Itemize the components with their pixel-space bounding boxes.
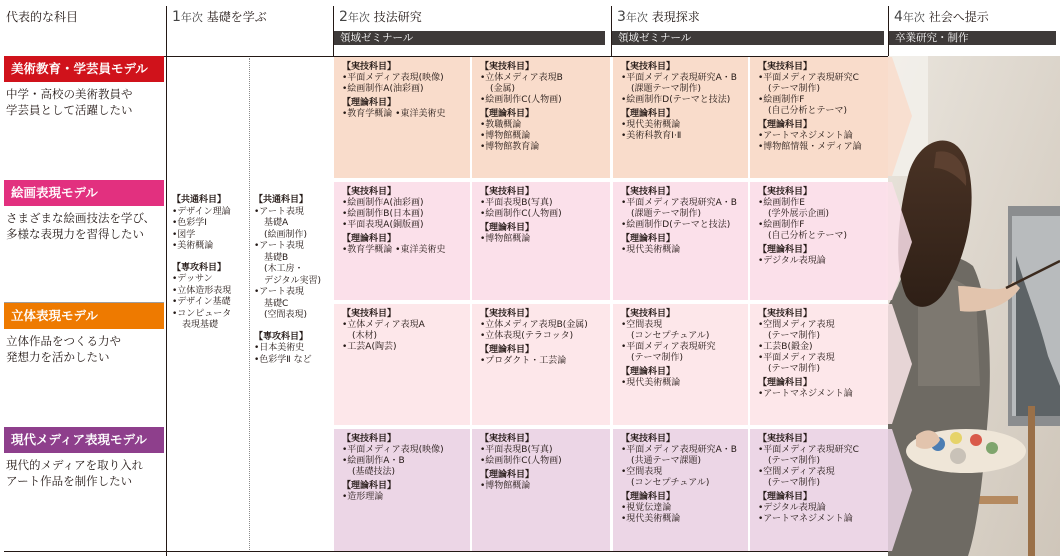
course-item: •プロダクト・工芸論	[480, 356, 567, 366]
course-item: •絵画制作A・B	[342, 456, 405, 466]
year4-heading: 4年次 社会へ提示	[894, 9, 989, 25]
course-item: •絵画制作C(人物画)	[480, 95, 562, 105]
course-item: •絵画制作C(人物画)	[480, 456, 562, 466]
course-item: •立体メディア表現B	[480, 73, 563, 83]
subject-cell-y3b-row0	[750, 57, 888, 177]
course-item: •現代美術概論	[621, 378, 681, 388]
year1-dotted-divider	[249, 58, 250, 550]
course-item: •空間表現	[621, 320, 663, 330]
course-category-heading: 【理論科目】	[758, 492, 813, 502]
course-item: •博物館概論	[480, 131, 531, 141]
course-item: •アートマネジメント論	[758, 131, 853, 141]
spacer	[172, 253, 248, 263]
course-category-heading: 【実技科目】	[621, 309, 676, 319]
course-item: •空間メディア表現	[758, 467, 835, 477]
course-item: •アート表現	[254, 206, 305, 217]
course-item: •美術科教育Ⅰ·Ⅱ	[621, 131, 682, 141]
course-item: (コンセプチュアル)	[631, 331, 710, 341]
course-item: (テーマ制作)	[768, 331, 821, 341]
course-item: •博物館概論	[480, 234, 531, 244]
course-item: (課題テーマ制作)	[631, 209, 702, 219]
course-category-heading: 【理論科目】	[480, 345, 535, 355]
subject-cell-y3a-row3	[613, 429, 748, 549]
course-item: 基礎C	[264, 298, 289, 309]
subject-cell-y3b-row1	[750, 182, 888, 302]
course-item: (木材)	[352, 331, 378, 341]
course-item: (テーマ制作)	[768, 456, 821, 466]
subject-cell-y2b-row0	[472, 57, 610, 177]
course-item: •平面表現B(写真)	[480, 445, 553, 455]
course-category-heading: 【理論科目】	[342, 481, 397, 491]
course-item: (自己分析とテーマ)	[768, 106, 848, 116]
course-category-heading: 【実技科目】	[342, 434, 397, 444]
course-category-heading: 【理論科目】	[621, 234, 676, 244]
course-item: •教育学概論 •東洋美術史	[342, 109, 446, 119]
course-category-heading: 【実技科目】	[758, 309, 813, 319]
course-category-heading: 【実技科目】	[621, 434, 676, 444]
course-item: •立体造形表現	[172, 285, 232, 296]
year4-graduation-bar: 卒業研究・制作	[889, 31, 1056, 45]
course-item: •平面表現B(写真)	[480, 198, 553, 208]
course-item: •平面メディア表現(映像)	[342, 73, 444, 83]
course-category-heading: 【専攻科目】	[172, 262, 227, 273]
course-item: •平面メディア表現研究	[621, 342, 716, 352]
course-item: •平面メディア表現(映像)	[342, 445, 444, 455]
course-item: (テーマ制作)	[768, 364, 821, 374]
course-item: •平面メディア表現研究C	[758, 73, 859, 83]
course-item: (コンセプチュアル)	[631, 478, 710, 488]
course-item: •絵画制作D(テーマと技法)	[621, 95, 731, 105]
course-item: •平面表現A(銅版画)	[342, 220, 424, 230]
course-item: •視覚伝達論	[621, 503, 672, 513]
course-item: •現代美術概論	[621, 514, 681, 524]
course-item: •図学	[172, 229, 196, 240]
model-tag-painting: 絵画表現モデル	[4, 180, 164, 206]
course-category-heading: 【共通科目】	[254, 195, 309, 205]
course-item: (テーマ制作)	[768, 84, 821, 94]
course-item: •絵画制作C(人物画)	[480, 209, 562, 219]
course-item: •立体メディア表現A	[342, 320, 425, 330]
course-item: •絵画制作D(テーマと技法)	[621, 220, 731, 230]
course-category-heading: 【理論科目】	[621, 492, 676, 502]
year3-heading: 3年次 表現探求	[617, 9, 700, 25]
course-item: •アート表現	[254, 241, 305, 251]
course-item: (空間表現)	[264, 310, 308, 320]
course-category-heading: 【実技科目】	[621, 187, 676, 197]
course-item: •平面メディア表現研究C	[758, 445, 859, 455]
model-tag-media: 現代メディア表現モデル	[4, 427, 164, 453]
row-bottom-rule	[4, 551, 888, 552]
course-category-heading: 【理論科目】	[621, 367, 676, 377]
subject-cell-y2a-row2	[334, 304, 470, 424]
course-item: •工芸B(鍛金)	[758, 342, 813, 352]
subject-cell-y2a-row0	[334, 57, 470, 177]
course-item: (木工房・	[264, 264, 304, 274]
course-category-heading: 【実技科目】	[758, 187, 813, 197]
subject-cell-y3a-row2	[613, 304, 748, 424]
course-item: •教職概論	[480, 120, 522, 130]
course-category-heading: 【実技科目】	[342, 187, 397, 197]
course-category-heading: 【理論科目】	[758, 245, 813, 255]
course-category-heading: 【理論科目】	[342, 98, 397, 108]
course-item: •平面メディア表現研究A・B	[621, 198, 737, 208]
course-item: •現代美術概論	[621, 120, 681, 130]
model-desc-media: 現代的メディアを取り入れ アート作品を制作したい	[6, 458, 144, 488]
course-category-heading: 【実技科目】	[621, 62, 676, 72]
subject-cell-y2a-row3	[334, 429, 470, 549]
course-item: •デッサン	[172, 274, 213, 284]
year1-title: 基礎を学ぶ	[206, 10, 267, 24]
subject-cell-y2a-row1	[334, 182, 470, 302]
course-item: •立体メディア表現B(金属)	[480, 320, 588, 330]
model-tag-sculpture: 立体表現モデル	[4, 303, 164, 329]
course-item: 基礎B	[264, 252, 289, 263]
col-divider-1	[166, 6, 167, 556]
spacer	[254, 322, 332, 332]
subject-cell-y3a-row0	[613, 57, 748, 177]
year1-heading: 1年次 基礎を学ぶ	[172, 9, 267, 25]
course-item: •空間メディア表現	[758, 320, 835, 330]
course-item: •絵画制作A(油彩画)	[342, 198, 424, 208]
subject-cell-y3b-row2	[750, 304, 888, 424]
course-item: •現代美術概論	[621, 245, 681, 255]
course-item: •デザイン理論	[172, 206, 231, 217]
course-category-heading: 【専攻科目】	[254, 331, 309, 342]
course-item: •色彩学Ⅰ	[172, 218, 207, 228]
course-item: •色彩学Ⅱ など	[254, 354, 312, 365]
course-item: •平面メディア表現研究A・B	[621, 73, 737, 83]
course-item: •美術概論	[172, 241, 214, 251]
course-category-heading: 【共通科目】	[172, 195, 227, 205]
course-category-heading: 【理論科目】	[480, 470, 535, 480]
course-item: •博物館概論	[480, 481, 531, 491]
year2-title: 技法研究	[373, 10, 422, 24]
course-item: (絵画制作)	[264, 229, 308, 240]
course-item: •博物館教育論	[480, 142, 540, 152]
year1-common-list-2	[254, 195, 332, 366]
course-category-heading: 【実技科目】	[758, 434, 813, 444]
course-category-heading: 【実技科目】	[480, 62, 535, 72]
course-category-heading: 【理論科目】	[480, 223, 535, 233]
course-category-heading: 【実技科目】	[342, 62, 397, 72]
model-desc-painting: さまざまな絵画技法を学び、 多様な表現力を習得したい	[6, 211, 156, 241]
course-item: •立体表現(テラコッタ)	[480, 331, 574, 341]
course-item: 表現基礎	[182, 320, 219, 330]
course-item: •絵画制作E	[758, 198, 805, 208]
subject-cell-y2b-row1	[472, 182, 610, 302]
course-category-heading: 【実技科目】	[342, 309, 397, 319]
subject-cell-y3b-row3	[750, 429, 888, 549]
course-item: •コンピュータ	[172, 308, 232, 319]
course-item: •アートマネジメント論	[758, 514, 853, 524]
subject-cell-y3a-row1	[613, 182, 748, 302]
model-desc-sculpture: 立体作品をつくる力や 発想力を活かしたい	[6, 334, 121, 364]
course-item: (テーマ制作)	[631, 353, 684, 363]
course-item: •教育学概論 •東洋美術史	[342, 245, 446, 255]
course-item: (テーマ制作)	[768, 478, 821, 488]
course-item: •絵画制作B(日本画)	[342, 209, 424, 219]
course-category-heading: 【理論科目】	[480, 109, 535, 119]
course-item: •平面メディア表現研究A・B	[621, 445, 737, 455]
model-tag-art-education: 美術教育・学芸員モデル	[4, 56, 164, 82]
course-item: (学外展示企画)	[768, 209, 830, 219]
course-category-heading: 【実技科目】	[480, 434, 535, 444]
course-category-heading: 【実技科目】	[480, 187, 535, 197]
course-item: •造形理論	[342, 492, 384, 502]
course-item: •アートマネジメント論	[758, 389, 853, 399]
year4-title: 社会へ提示	[928, 10, 989, 24]
course-item: デジタル実習)	[264, 275, 321, 286]
course-item: •空間表現	[621, 467, 663, 477]
rep-subjects-label: 代表的な科目	[6, 10, 79, 24]
course-item: •絵画制作F	[758, 220, 805, 230]
year3-title: 表現探求	[651, 10, 700, 24]
course-item: •デジタル表現論	[758, 256, 826, 266]
course-item: •デジタル表現論	[758, 503, 826, 513]
course-item: (自己分析とテーマ)	[768, 231, 848, 241]
course-item: (共通テーマ課題)	[631, 456, 702, 466]
subject-cell-y2b-row3	[472, 429, 610, 549]
course-item: (基礎技法)	[352, 467, 396, 477]
course-category-heading: 【実技科目】	[758, 62, 813, 72]
year1-common-list	[172, 195, 248, 332]
year2-heading: 2年次 技法研究	[339, 9, 422, 25]
course-item: •アート表現	[254, 287, 305, 297]
course-item: •絵画制作F	[758, 95, 805, 105]
subject-cell-y2b-row2	[472, 304, 610, 424]
course-category-heading: 【理論科目】	[621, 109, 676, 119]
course-item: (課題テーマ制作)	[631, 84, 702, 94]
course-item: •日本美術史	[254, 343, 305, 353]
course-item: •デザイン基礎	[172, 297, 231, 307]
model-desc-art-education: 中学・高校の美術教員や 学芸員として活躍したい	[6, 87, 133, 117]
course-item: •絵画制作A(油彩画)	[342, 84, 424, 94]
year3-seminar-bar: 領域ゼミナール	[612, 31, 884, 45]
course-category-heading: 【理論科目】	[758, 120, 813, 130]
progress-arrows	[886, 56, 914, 552]
course-category-heading: 【理論科目】	[758, 378, 813, 388]
year2-seminar-bar: 領域ゼミナール	[334, 31, 605, 45]
course-category-heading: 【理論科目】	[342, 234, 397, 244]
course-item: 基礎A	[264, 218, 289, 228]
course-item: •工芸A(陶芸)	[342, 342, 397, 352]
course-item: •博物館情報・メディア論	[758, 142, 862, 152]
course-item: (金属)	[490, 84, 516, 94]
course-item: •平面メディア表現	[758, 353, 835, 363]
course-category-heading: 【実技科目】	[480, 309, 535, 319]
